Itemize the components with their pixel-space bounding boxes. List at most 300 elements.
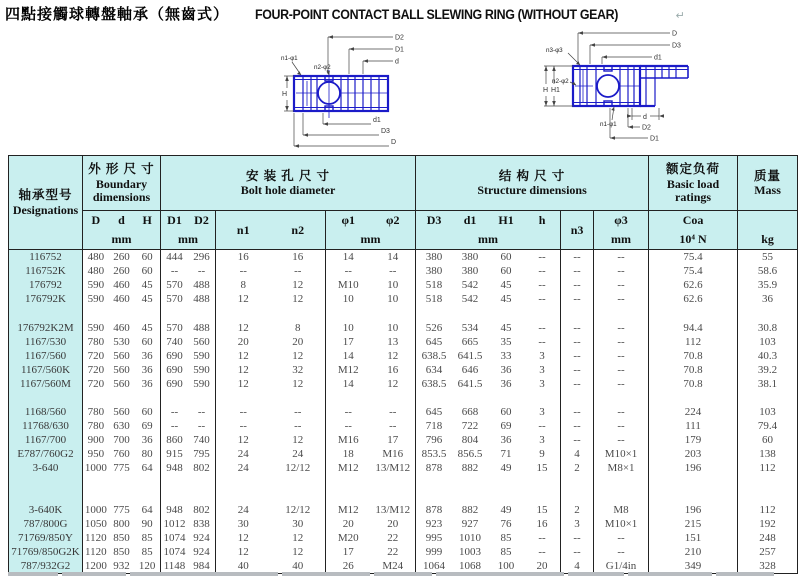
cell-value: 1200 [84, 559, 107, 572]
spacer-cell [594, 475, 649, 503]
cell-n3: 4 [561, 559, 594, 574]
cell-value: 12 [237, 349, 249, 362]
subheader-phi1phi2: φ1 φ2 mm [326, 211, 416, 250]
header-designation: 轴承型号 Designations [9, 156, 83, 250]
cell-mass: 40.3 [738, 349, 798, 363]
cell-hole-counts [216, 531, 326, 545]
spacer-cell [738, 475, 798, 503]
cell-value: 69 [500, 419, 512, 432]
cell-value: 60 [500, 264, 512, 277]
cell-designation: 11768/630 [9, 419, 83, 433]
cell-n3: -- [561, 405, 594, 419]
cell-phi3: -- [594, 545, 649, 559]
next-table-cell [62, 572, 126, 576]
cell-value: -- [538, 335, 546, 348]
cell-n3: -- [561, 349, 594, 363]
cell-value: 12 [387, 377, 399, 390]
cell-phi3: -- [594, 531, 649, 545]
cell-mass: 138 [738, 447, 798, 461]
cell-bolt-circle [161, 517, 216, 531]
cell-value: 645 [425, 405, 443, 418]
spacer-cell [216, 475, 326, 503]
next-table-cell [130, 572, 278, 576]
cell-bolt-circle [161, 363, 216, 377]
cell-value: 45 [141, 278, 153, 291]
cell-mass: 328 [738, 559, 798, 574]
cell-value: 380 [461, 250, 479, 263]
cell-value: -- [294, 419, 302, 432]
cell-value: 12/12 [285, 503, 311, 516]
cell-designation: 1168/560 [9, 405, 83, 419]
cell-mass: 248 [738, 531, 798, 545]
cell-value: 17 [342, 545, 354, 558]
cell-value: 518 [425, 278, 443, 291]
cell-coa: 111 [649, 419, 738, 433]
cell-value: 12 [237, 377, 249, 390]
cell-phi [326, 419, 416, 433]
cell-value: 3 [539, 405, 545, 418]
cell-value: 12 [237, 531, 249, 544]
cell-n3: 2 [561, 503, 594, 517]
cell-value: 590 [193, 349, 210, 362]
cell-phi3: G1/4in [594, 559, 649, 574]
spacer-designation [9, 475, 83, 503]
cell-value: 950 [87, 447, 105, 460]
cell-value: 1000 [84, 461, 107, 474]
cell-structure [416, 461, 561, 475]
cell-phi3: -- [594, 377, 649, 391]
cell-structure [416, 517, 561, 531]
cell-mass: 30.8 [738, 321, 798, 335]
cell-value: 12 [237, 292, 249, 305]
cell-value: 570 [166, 292, 183, 305]
cell-value: 882 [461, 461, 479, 474]
cell-value: 18 [342, 447, 354, 460]
subheader-d1d2: D1 D2 mm [161, 211, 216, 250]
cell-value: 100 [497, 559, 515, 572]
cell-value: 3 [539, 433, 545, 446]
spacer-cell [83, 306, 161, 321]
cell-boundary [83, 335, 161, 349]
cell-value: 720 [87, 363, 105, 376]
cell-phi [326, 531, 416, 545]
cell-n3: -- [561, 264, 594, 278]
cell-value: 260 [113, 250, 130, 263]
spacer-cell [83, 475, 161, 503]
cell-phi [326, 292, 416, 306]
cell-boundary [83, 419, 161, 433]
leader-label: n2-φ2 [552, 78, 569, 85]
cell-designation: 1167/700 [9, 433, 83, 447]
cell-value: -- [170, 264, 179, 277]
cell-value: 380 [425, 250, 443, 263]
cell-n3: 2 [561, 461, 594, 475]
cell-hole-counts [216, 292, 326, 306]
cell-value: 36 [500, 433, 512, 446]
table-row [9, 377, 798, 391]
cell-n3: 4 [561, 447, 594, 461]
cell-value: 45 [141, 292, 153, 305]
cell-value: 775 [113, 503, 130, 516]
cell-value: 665 [461, 335, 479, 348]
cell-value: 923 [425, 517, 443, 530]
cell-coa: 224 [649, 405, 738, 419]
cell-value: 1064 [423, 559, 446, 572]
cell-value: 80 [141, 447, 153, 460]
cell-value: 76 [500, 517, 512, 530]
table-row [9, 531, 798, 545]
cell-boundary [83, 461, 161, 475]
leader-label: n2-φ2 [314, 64, 331, 71]
cell-hole-counts [216, 349, 326, 363]
cell-value: 796 [425, 433, 443, 446]
cell-value: 488 [193, 278, 210, 291]
cell-value: 850 [113, 531, 130, 544]
bearing-spec-table [8, 155, 798, 574]
cell-value: 646 [461, 363, 479, 376]
cell-value: 878 [425, 461, 443, 474]
cell-value: 12 [292, 433, 304, 446]
cell-coa: 70.8 [649, 349, 738, 363]
cell-value: 590 [193, 377, 210, 390]
cell-value: 860 [166, 433, 183, 446]
cell-coa: 179 [649, 433, 738, 447]
cell-value: 590 [87, 278, 105, 291]
cell-value: 542 [461, 292, 479, 305]
cell-value: 120 [138, 559, 156, 572]
cell-bolt-circle [161, 503, 216, 517]
cell-value: 16 [387, 363, 399, 376]
cell-value: 590 [87, 321, 105, 334]
dim-label: H [543, 87, 549, 94]
cell-value: 1000 [84, 503, 107, 516]
table-row [9, 363, 798, 377]
cell-n3: -- [561, 433, 594, 447]
spacer-cell [416, 306, 561, 321]
cell-phi [326, 503, 416, 517]
cell-value: 12 [237, 321, 249, 334]
cell-structure [416, 321, 561, 335]
cell-n3: -- [561, 278, 594, 292]
cell-value: 800 [113, 517, 130, 530]
cell-designation: 3-640 [9, 461, 83, 475]
cell-value: M16 [337, 433, 359, 446]
cell-value: 16 [536, 517, 548, 530]
cell-coa: 210 [649, 545, 738, 559]
cell-value: M12 [337, 503, 359, 516]
table-row [9, 335, 798, 349]
cell-value: 560 [113, 349, 130, 362]
cell-value: -- [538, 531, 546, 544]
cell-value: 984 [193, 559, 210, 572]
cell-value: 17 [342, 335, 354, 348]
cell-mass: 58.6 [738, 264, 798, 278]
cell-value: 69 [141, 419, 153, 432]
cell-designation: 71769/850G2K [9, 545, 83, 559]
spacer-cell [161, 391, 216, 405]
cell-value: 13 [387, 335, 399, 348]
cell-value: 995 [425, 531, 443, 544]
cell-value: 36 [500, 377, 512, 390]
spacer-cell [216, 306, 326, 321]
header-bolt-hole: 安 装 孔 尺 寸 Bolt hole diameter [161, 156, 416, 211]
cell-hole-counts [216, 377, 326, 391]
cell-value: 36 [141, 377, 153, 390]
dim-label: D [391, 139, 397, 146]
cell-mass: 55 [738, 250, 798, 265]
cell-bolt-circle [161, 321, 216, 335]
cell-value: 24 [237, 461, 249, 474]
cell-value: 932 [113, 559, 130, 572]
cell-mass: 36 [738, 292, 798, 306]
cell-value: 804 [461, 433, 479, 446]
bearing-drawing-left [281, 28, 431, 154]
cell-value: -- [197, 405, 206, 418]
cell-value: 64 [141, 461, 153, 474]
cell-value: 780 [87, 419, 105, 432]
cell-n3: -- [561, 419, 594, 433]
cell-boundary [83, 447, 161, 461]
cell-boundary [83, 349, 161, 363]
cell-value: 60 [500, 405, 512, 418]
dim-label: H1 [551, 87, 560, 94]
cell-value: 12 [292, 278, 304, 291]
cell-value: -- [239, 405, 247, 418]
cell-phi [326, 377, 416, 391]
cell-value: 22 [387, 531, 399, 544]
cell-designation: 1167/560K [9, 363, 83, 377]
cell-boundary [83, 545, 161, 559]
cell-value: 720 [87, 377, 105, 390]
cell-phi [326, 517, 416, 531]
cell-value: 60 [500, 250, 512, 263]
cell-value: -- [538, 292, 546, 305]
paragraph-return-icon: ↵ [675, 10, 685, 22]
cell-bolt-circle [161, 250, 216, 265]
cell-value: 20 [387, 517, 399, 530]
cell-value: 40 [292, 559, 304, 572]
cell-n3: -- [561, 363, 594, 377]
cell-n3: -- [561, 250, 594, 265]
spacer-cell [161, 306, 216, 321]
cell-phi3: -- [594, 264, 649, 278]
cell-phi [326, 545, 416, 559]
spacer-cell [561, 391, 594, 405]
cell-phi [326, 349, 416, 363]
cell-value: 900 [87, 433, 105, 446]
cell-value: 85 [500, 545, 512, 558]
dim-label: d1 [654, 54, 662, 62]
title-english: FOUR-POINT CONTACT BALL SLEWING RING (WITHOUT GEAR) [255, 7, 619, 22]
cell-value: 12 [237, 545, 249, 558]
cell-bolt-circle [161, 377, 216, 391]
title-chinese: 四點接觸球轉盤軸承（無齒式） [5, 7, 230, 23]
cell-bolt-circle [161, 278, 216, 292]
cell-value: 45 [141, 321, 153, 334]
cell-boundary [83, 405, 161, 419]
cell-value: 638.5 [421, 377, 447, 390]
cell-value: 641.5 [457, 349, 483, 362]
bearing-section-right [573, 66, 688, 106]
cell-coa: 349 [649, 559, 738, 574]
cell-value: 30 [237, 517, 249, 530]
cell-hole-counts [216, 545, 326, 559]
cell-designation: 787/932G2 [9, 559, 83, 574]
cell-boundary [83, 517, 161, 531]
cell-value: M16 [382, 447, 404, 460]
cell-phi3: -- [594, 278, 649, 292]
dim-label: d1 [373, 117, 381, 124]
cell-value: 924 [193, 545, 210, 558]
cell-value: 542 [461, 278, 479, 291]
cell-coa: 75.4 [649, 250, 738, 265]
cell-value: 668 [461, 405, 479, 418]
table-row [9, 419, 798, 433]
group-spacer [9, 306, 798, 321]
cell-value: 480 [87, 264, 105, 277]
dim-label: D [672, 30, 678, 38]
cell-boundary [83, 433, 161, 447]
next-table-cell [628, 572, 712, 576]
cell-hole-counts [216, 517, 326, 531]
cell-n3: -- [561, 321, 594, 335]
cell-designation: 1167/530 [9, 335, 83, 349]
cell-value: 35 [500, 335, 512, 348]
cell-value: 480 [87, 250, 105, 263]
cell-value: 45 [500, 278, 512, 291]
spacer-cell [561, 306, 594, 321]
subheader-coa: Coa 10⁴ N [649, 211, 738, 250]
cell-value: 12 [292, 292, 304, 305]
bearing-section-left [294, 70, 388, 118]
cell-designation: 116752 [9, 250, 83, 265]
cell-structure [416, 292, 561, 306]
cell-value: 22 [387, 545, 399, 558]
cell-hole-counts [216, 335, 326, 349]
cell-value: 10 [387, 321, 399, 334]
cell-boundary [83, 321, 161, 335]
cell-value: 802 [193, 503, 210, 516]
cell-value: 13/M12 [375, 503, 411, 516]
cell-value: 24 [292, 447, 304, 460]
cell-structure [416, 363, 561, 377]
cell-value: 518 [425, 292, 443, 305]
dim-label: d [395, 58, 399, 66]
cell-phi3: -- [594, 335, 649, 349]
cell-mass: 257 [738, 545, 798, 559]
cell-structure [416, 447, 561, 461]
cell-coa: 62.6 [649, 292, 738, 306]
cell-mass: 39.2 [738, 363, 798, 377]
cell-structure [416, 250, 561, 265]
table-row [9, 517, 798, 531]
cell-value: 838 [193, 517, 210, 530]
cell-value: 444 [166, 250, 183, 263]
dim-label: D1 [395, 46, 404, 54]
cell-value: -- [538, 278, 546, 291]
cell-value: 20 [292, 335, 304, 348]
cell-hole-counts [216, 461, 326, 475]
table-row [9, 503, 798, 517]
cell-value: 8 [295, 321, 301, 334]
cell-value: 802 [193, 461, 210, 474]
cell-value: 60 [141, 264, 153, 277]
leader-label: n1-φ1 [600, 121, 617, 128]
table-row [9, 349, 798, 363]
group-spacer [9, 391, 798, 405]
cell-hole-counts [216, 278, 326, 292]
dim-label: H [282, 91, 288, 98]
next-table-cell [716, 572, 774, 576]
cell-value: 645 [425, 335, 443, 348]
cell-boundary [83, 250, 161, 265]
cell-designation: 176792K2M [9, 321, 83, 335]
cell-value: 36 [500, 363, 512, 376]
cell-value: 530 [113, 335, 130, 348]
cell-value: 12 [292, 531, 304, 544]
header-structure-dimensions: 结 构 尺 寸 Structure dimensions [416, 156, 649, 211]
spacer-cell [216, 391, 326, 405]
cell-value: 36 [141, 349, 153, 362]
cell-value: 24 [237, 447, 249, 460]
spacer-cell [83, 391, 161, 405]
spacer-cell [649, 391, 738, 405]
cell-value: 14 [387, 250, 399, 263]
header-boundary-dimensions: 外 形 尺 寸 Boundary dimensions [83, 156, 161, 211]
spacer-cell [326, 475, 416, 503]
page-title [5, 3, 685, 24]
cell-structure [416, 335, 561, 349]
cell-value: 700 [113, 433, 130, 446]
cell-designation: 3-640K [9, 503, 83, 517]
cell-value: 10 [342, 321, 354, 334]
next-table-cell [282, 572, 370, 576]
table-row [9, 292, 798, 306]
cell-value: 45 [500, 292, 512, 305]
cell-mass: 60 [738, 433, 798, 447]
cell-value: 1074 [163, 531, 186, 544]
cell-designation: 176792 [9, 278, 83, 292]
cell-value: -- [197, 264, 206, 277]
cell-bolt-circle [161, 335, 216, 349]
spacer-cell [161, 475, 216, 503]
cell-value: 690 [166, 349, 183, 362]
cell-value: 948 [166, 503, 183, 516]
cell-value: 15 [536, 461, 548, 474]
cell-mass: 112 [738, 503, 798, 517]
next-table-cell [436, 572, 564, 576]
cell-value: 1012 [163, 517, 186, 530]
dim-label: D2 [395, 34, 404, 42]
cell-structure [416, 405, 561, 419]
table-row [9, 405, 798, 419]
cell-value: -- [344, 405, 352, 418]
cell-coa: 70.8 [649, 363, 738, 377]
cell-value: 380 [425, 264, 443, 277]
cell-value: 1148 [163, 559, 186, 572]
dim-label: D2 [642, 124, 651, 132]
cell-value: 16 [237, 250, 249, 263]
dim-label: D3 [381, 128, 390, 135]
cell-coa: 94.4 [649, 321, 738, 335]
cell-value: 1074 [163, 545, 186, 558]
cell-value: -- [538, 264, 546, 277]
cell-coa: 62.6 [649, 278, 738, 292]
cell-n3: -- [561, 545, 594, 559]
cell-mass: 192 [738, 517, 798, 531]
cell-value: 740 [193, 433, 210, 446]
cell-value: 740 [166, 335, 183, 348]
